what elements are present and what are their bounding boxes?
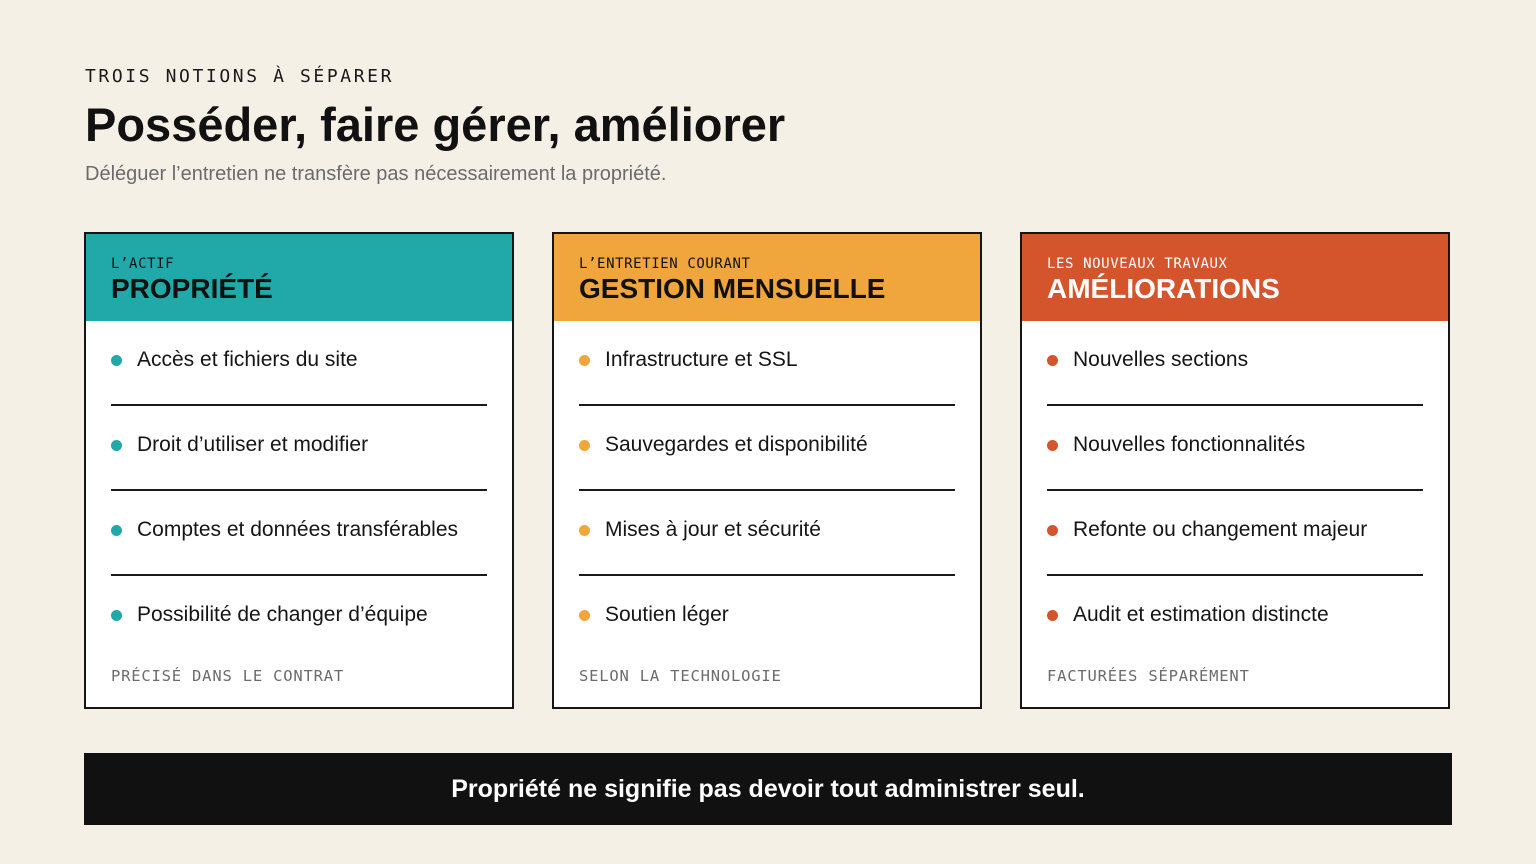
card-title: AMÉLIORATIONS: [1047, 273, 1280, 304]
card-title: GESTION MENSUELLE: [579, 273, 886, 304]
bullet-dot-icon: [1047, 525, 1058, 536]
bullet-dot-icon: [579, 440, 590, 451]
card-header: [554, 234, 980, 321]
list-item: [579, 406, 955, 491]
bullet-dot-icon: [1047, 355, 1058, 366]
card-ameliorations: [1020, 232, 1450, 709]
bullet-dot-icon: [579, 355, 590, 366]
page-subtitle: Déléguer l’entretien ne transfère pas nécessairement la propriété.: [85, 163, 667, 185]
list-item-label: Nouvelles sections: [1073, 348, 1249, 371]
list-item: [579, 321, 955, 406]
list-item: [111, 576, 487, 661]
list-item-label: Refonte ou changement majeur: [1073, 518, 1368, 541]
card-title: PROPRIÉTÉ: [111, 273, 273, 304]
list-item: [1047, 491, 1423, 576]
section-eyebrow: TROIS NOTIONS À SÉPARER: [85, 66, 395, 87]
list-item: [579, 491, 955, 576]
card-list: [554, 321, 980, 661]
bullet-dot-icon: [1047, 610, 1058, 621]
bullet-dot-icon: [111, 355, 122, 366]
page-title: Posséder, faire gérer, améliorer: [85, 98, 786, 151]
summary-banner: [84, 753, 1452, 825]
banner-text: Propriété ne signifie pas devoir tout administrer seul.: [451, 774, 1085, 803]
list-item-label: Audit et estimation distincte: [1073, 603, 1329, 626]
list-item: [1047, 576, 1423, 661]
card-eyebrow: LES NOUVEAUX TRAVAUX: [1047, 256, 1228, 272]
bullet-dot-icon: [111, 440, 122, 451]
bullet-dot-icon: [1047, 440, 1058, 451]
card-propriete: [84, 232, 514, 709]
list-item-label: Droit d’utiliser et modifier: [137, 433, 369, 456]
list-item-label: Mises à jour et sécurité: [605, 518, 821, 541]
card-footer-note: SELON LA TECHNOLOGIE: [579, 667, 782, 685]
list-item-label: Infrastructure et SSL: [605, 348, 798, 371]
bullet-dot-icon: [111, 525, 122, 536]
card-list: [86, 321, 512, 661]
card-list: [1022, 321, 1448, 661]
list-item-label: Possibilité de changer d’équipe: [137, 603, 428, 626]
card-header: [1022, 234, 1448, 321]
list-item: [111, 491, 487, 576]
list-item: [111, 406, 487, 491]
card-header: [86, 234, 512, 321]
card-footer-note: FACTURÉES SÉPARÉMENT: [1047, 667, 1250, 685]
list-item: [579, 576, 955, 661]
list-item-label: Nouvelles fonctionnalités: [1073, 433, 1306, 456]
card-eyebrow: L’ACTIF: [111, 256, 175, 272]
list-item-label: Accès et fichiers du site: [137, 348, 358, 371]
list-item: [1047, 406, 1423, 491]
bullet-dot-icon: [579, 525, 590, 536]
card-eyebrow: L’ENTRETIEN COURANT: [579, 256, 751, 272]
card-footer-note: PRÉCISÉ DANS LE CONTRAT: [111, 667, 345, 685]
bullet-dot-icon: [111, 610, 122, 621]
list-item: [111, 321, 487, 406]
list-item: [1047, 321, 1423, 406]
list-item-label: Comptes et données transférables: [137, 518, 459, 541]
card-gestion-mensuelle: [552, 232, 982, 709]
bullet-dot-icon: [579, 610, 590, 621]
list-item-label: Soutien léger: [605, 603, 729, 626]
list-item-label: Sauvegardes et disponibilité: [605, 433, 868, 456]
